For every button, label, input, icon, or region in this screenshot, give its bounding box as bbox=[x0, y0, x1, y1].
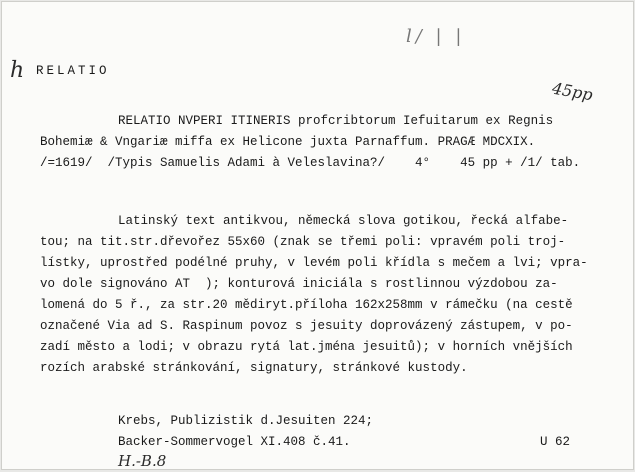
desc-line-4: vo dole signováno AT ); konturová iniciála s rostlinnou výzdobou za- bbox=[40, 277, 558, 291]
handwritten-initials: H.-B.8 bbox=[118, 452, 167, 470]
bib-line-2: Bohemiæ & Vngariæ miffa ex Helicone juxta Parnaffum. PRAGÆ MDCXIX. bbox=[40, 135, 536, 149]
desc-line-1: Latinský text antikvou, německá slova gotikou, řecká alfabe- bbox=[118, 214, 569, 228]
bib-line-3: /=1619/ /Typis Samuelis Adami à Veleslavina?/ 4° 45 pp + /1/ tab. bbox=[40, 156, 581, 170]
page-count-note: 45pp bbox=[550, 78, 595, 105]
card-heading: RELATIO bbox=[36, 64, 110, 78]
desc-line-6: označené Via ad S. Raspinum povoz s jesuity doprovázený zástupem, v po- bbox=[40, 319, 573, 333]
shelfmark: U 62 bbox=[540, 435, 571, 449]
reference-line-1: Krebs, Publizistik d.Jesuiten 224; bbox=[118, 414, 374, 428]
catalog-card bbox=[1, 1, 634, 470]
desc-line-2: tou; na tit.str.dřevořez 55x60 (znak se třemi poli: vpravém poli troj- bbox=[40, 235, 566, 249]
reference-line-2: Backer-Sommervogel XI.408 č.41. bbox=[118, 435, 351, 449]
desc-line-3: lístky, uprostřed podélné pruhy, v levém poli křídla s mečem a lvi; vpra- bbox=[40, 256, 588, 270]
bib-line-1: RELATIO NVPERI ITINERIS profcribtorum Iefuitarum ex Regnis bbox=[118, 114, 554, 128]
handwritten-mark: h bbox=[10, 58, 25, 83]
desc-line-7: zadí město a lodi; v obrazu rytá lat.jména jesuitů); v horních vnějších bbox=[40, 340, 573, 354]
desc-line-5: lomená do 5 ř., za str.20 mědiryt.příloha 162x258mm v rámečku (na cestě bbox=[40, 298, 573, 312]
pencil-mark: l/ | | bbox=[406, 26, 466, 47]
desc-line-8: rozích arabské stránkování, signatury, stránkové kustody. bbox=[40, 361, 468, 375]
